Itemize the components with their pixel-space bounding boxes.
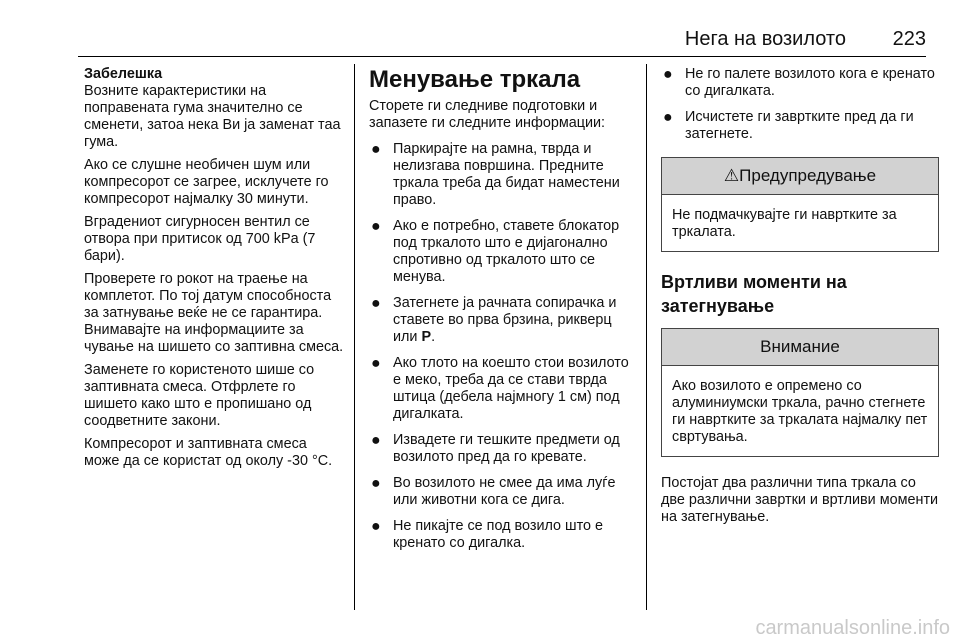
bullet-icon: ●: [371, 295, 381, 312]
bullet-icon: ●: [371, 218, 381, 235]
paragraph-temperature: Компресорот и заптивната смеса може да се користат од околу -30 °C.: [84, 436, 333, 469]
column-2: [369, 66, 635, 561]
preparation-list: [369, 141, 635, 552]
list-item: ● Исчистете ги завртките пред да ги затегнете.: [663, 109, 914, 142]
bullet-icon: ●: [371, 475, 381, 492]
page-number: 223: [892, 28, 926, 50]
list-item: ● Извадете ги тешките предмети од возилото пред да го кревате.: [371, 432, 620, 465]
caution-text: Ако возилото е опремено со алуминиумски тркала, рачно стегнете ги навртките за тркалата најмалку пет свртувања.: [672, 378, 928, 445]
bullet-icon: ●: [371, 432, 381, 449]
bullet-icon: ●: [371, 141, 381, 158]
warning-title: Предупредување: [739, 166, 877, 185]
column-3: [661, 66, 939, 532]
caution-header: Внимание: [662, 329, 938, 366]
column-1: [84, 66, 346, 476]
note-text: Возните карактеристики на поправената гума значително се сменети, затоа нека Ви ја заменат таа гума.: [84, 83, 341, 150]
paragraph-replace: Заменете го користеното шише со заптивната смеса. Отфрлете го шишето како што е пропишано од соодветните закони.: [84, 362, 315, 429]
list-item: ● Во возилото не смее да има луѓе или животни кога се дига.: [371, 475, 616, 508]
list-item: ● Не пикајте се под возило што е кренато со дигалка.: [371, 518, 604, 551]
warning-text: Не подмачкувајте ги навртките за тркалата.: [672, 207, 897, 240]
warning-box: [661, 157, 939, 252]
section-intro: Сторете ги следниве подготовки и запазете ги следните информации:: [369, 98, 606, 131]
bullet-icon: ●: [371, 518, 381, 535]
jack-list: [661, 66, 939, 143]
paragraph-noise: Ако се слушне необичен шум или компресорот се загрее, исклучете го компресорот најмалку 30 минути.: [84, 157, 329, 207]
paragraph-valve: Вградениот сигурносен вентил се отвора при притисок од 700 kPa (7 бари).: [84, 214, 316, 264]
column-divider-right: [646, 64, 647, 610]
section-heading-wheel-change: Менување тркала: [369, 66, 581, 93]
caution-box: [661, 328, 939, 457]
warning-header: [662, 158, 938, 195]
watermark: carmanualsonline.info: [755, 617, 950, 639]
page-title: Нега на возилото: [684, 28, 846, 50]
list-item: ● Ако е потребно, ставете блокатор под тркалото што е дијагонално спротивно од тркалото што се менува.: [371, 218, 620, 285]
list-item: ● Ако тлото на коешто стои возилото е меко, треба да се стави тврда штица (дебела најмногу 1 см) под дигалката.: [371, 355, 629, 422]
list-item: ● Затегнете ја рачната сопирачка и ставете во прва брзина, рикверц или P.: [371, 295, 617, 345]
warning-triangle-icon: ⚠: [723, 166, 740, 185]
page-header: [78, 26, 926, 57]
column-divider-left: [354, 64, 355, 610]
bullet-icon: ●: [663, 109, 673, 126]
note-title: Забелешка: [84, 66, 163, 82]
paragraph-expiry: Проверете го рокот на траење на комплетот. По тој датум способноста за затнување веќе не се гарантира. Внимавајте на информациите за чување на шишето со заптивна смеса.: [84, 271, 344, 355]
bullet-icon: ●: [663, 66, 673, 83]
section-heading-torque: Вртливи моменти на затегнување: [661, 272, 847, 316]
list-item: ● Не го палете возилото кога е кренато со дигалката.: [663, 66, 935, 99]
bullet-icon: ●: [371, 355, 381, 372]
paragraph-wheel-types: Постојат два различни типа тркала со две различни завртки и вртливи моменти на затегнување.: [661, 475, 939, 525]
gear-p-label: P: [421, 329, 432, 345]
list-item: ● Паркирајте на рамна, тврда и нелизгава површина. Предните тркала треба да бидат наместени право.: [371, 141, 620, 208]
